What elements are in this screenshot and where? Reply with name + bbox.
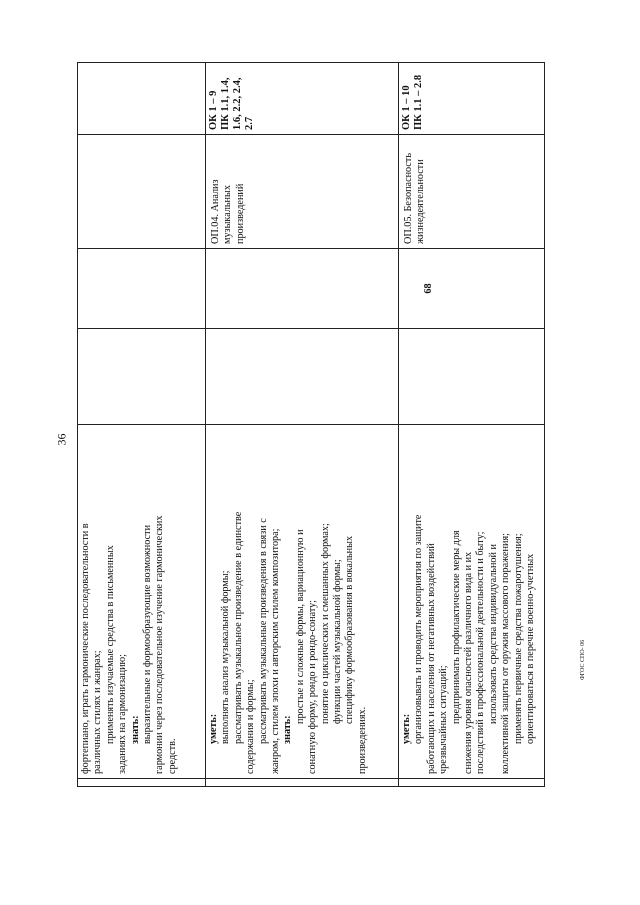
content-line: сонатную форму, рондо и рондо-сонату; <box>307 600 319 774</box>
blank-cell <box>399 329 545 425</box>
table-row <box>78 63 206 787</box>
content-line: использовать средства индивидуальной и <box>487 544 499 724</box>
content-line: работающих и населения от негативных воздействий <box>425 543 437 774</box>
hours-cell: 68 <box>399 249 545 329</box>
content-heading: знать: <box>282 715 294 744</box>
content-line: содержания и формы; <box>245 679 257 774</box>
discipline-line: ОП.04. Анализ <box>210 179 221 244</box>
competency-table <box>77 62 545 787</box>
discipline-line: произведений <box>234 183 246 244</box>
code-line: 2.7 <box>244 116 255 130</box>
index-cell <box>206 779 399 787</box>
content-heading: уметь: <box>208 713 219 744</box>
content-line: применять изучаемые средства в письменных <box>104 545 116 744</box>
content-cell <box>399 425 545 779</box>
code-line: ОК 1 – 10 <box>401 85 412 130</box>
content-line: организовывать и проводить мероприятия по защите <box>413 514 425 744</box>
codes-cell <box>206 63 399 135</box>
content-cell <box>78 425 206 779</box>
content-line: различных стилях и жанрах; <box>92 650 104 774</box>
rotated-table-wrapper <box>77 65 544 787</box>
table-row <box>399 63 545 787</box>
hours-cell <box>206 249 399 329</box>
discipline-line: музыкальных <box>222 185 234 244</box>
content-line: средств. <box>166 738 178 774</box>
discipline-cell <box>206 135 399 249</box>
code-line: ОК 1 – 9 <box>208 90 219 130</box>
code-line: 1.6, 2.2, 2.4, <box>232 77 243 130</box>
content-line: понятие о циклических и смешанных формах; <box>319 523 331 724</box>
discipline-line: ОП.05. Безопасность <box>403 152 414 244</box>
content-line: простые и сложные формы, вариационную и <box>294 529 306 724</box>
content-line: выразительные и формообразующие возможности <box>142 524 154 744</box>
blank-cell <box>206 329 399 425</box>
discipline-line: жизнедеятельности <box>415 159 427 244</box>
content-line: произведениях. <box>356 706 368 774</box>
codes-cell <box>78 63 206 135</box>
content-line: рассматривать музыкальное произведение в единстве <box>232 511 244 744</box>
content-line: функции частей музыкальной формы; <box>332 559 344 724</box>
content-line: фортепиано, играть гармонические последовательности в <box>80 523 91 774</box>
content-line: рассматривать музыкальные произведения в связи с <box>257 518 269 744</box>
content-line: предпринимать профилактические меры для <box>450 530 462 724</box>
content-line: жанром, стилем эпохи и авторским стилем композитора; <box>270 528 282 774</box>
content-line: последствий в профессиональной деятельности и быту; <box>475 531 487 774</box>
content-line: ориентироваться в перечне военно-учетных <box>525 553 537 744</box>
content-line: чрезвычайных ситуаций; <box>438 665 450 774</box>
content-heading: знать: <box>129 715 141 744</box>
content-line: специфику формообразования в вокальных <box>344 535 356 724</box>
content-line: гармонии через последовательное изучение гармонических <box>154 515 166 774</box>
page-number: 36 <box>54 433 69 446</box>
table-row <box>206 63 399 787</box>
blank-cell <box>78 329 206 425</box>
discipline-cell <box>399 135 545 249</box>
index-cell <box>78 779 206 787</box>
code-line: ПК 1.1, 1.4, <box>220 77 231 130</box>
content-line: выполнять анализ музыкальной формы; <box>220 570 232 744</box>
content-line: заданиях на гармонизацию; <box>117 654 129 774</box>
content-line: снижения уровня опасностей различного вида и их <box>463 551 475 774</box>
document-footer: ФГОС СПО- 06 <box>580 639 586 680</box>
discipline-cell <box>78 135 206 249</box>
content-heading: уметь: <box>401 713 412 744</box>
content-line: коллективной защиты от оружия массового поражения; <box>500 533 512 774</box>
code-line: ПК 1.1 – 2.8 <box>413 74 424 130</box>
content-line: применять первичные средства пожаротушения; <box>512 533 524 744</box>
codes-cell <box>399 63 545 135</box>
content-cell <box>206 425 399 779</box>
hours-cell <box>78 249 206 329</box>
index-cell <box>399 779 545 787</box>
